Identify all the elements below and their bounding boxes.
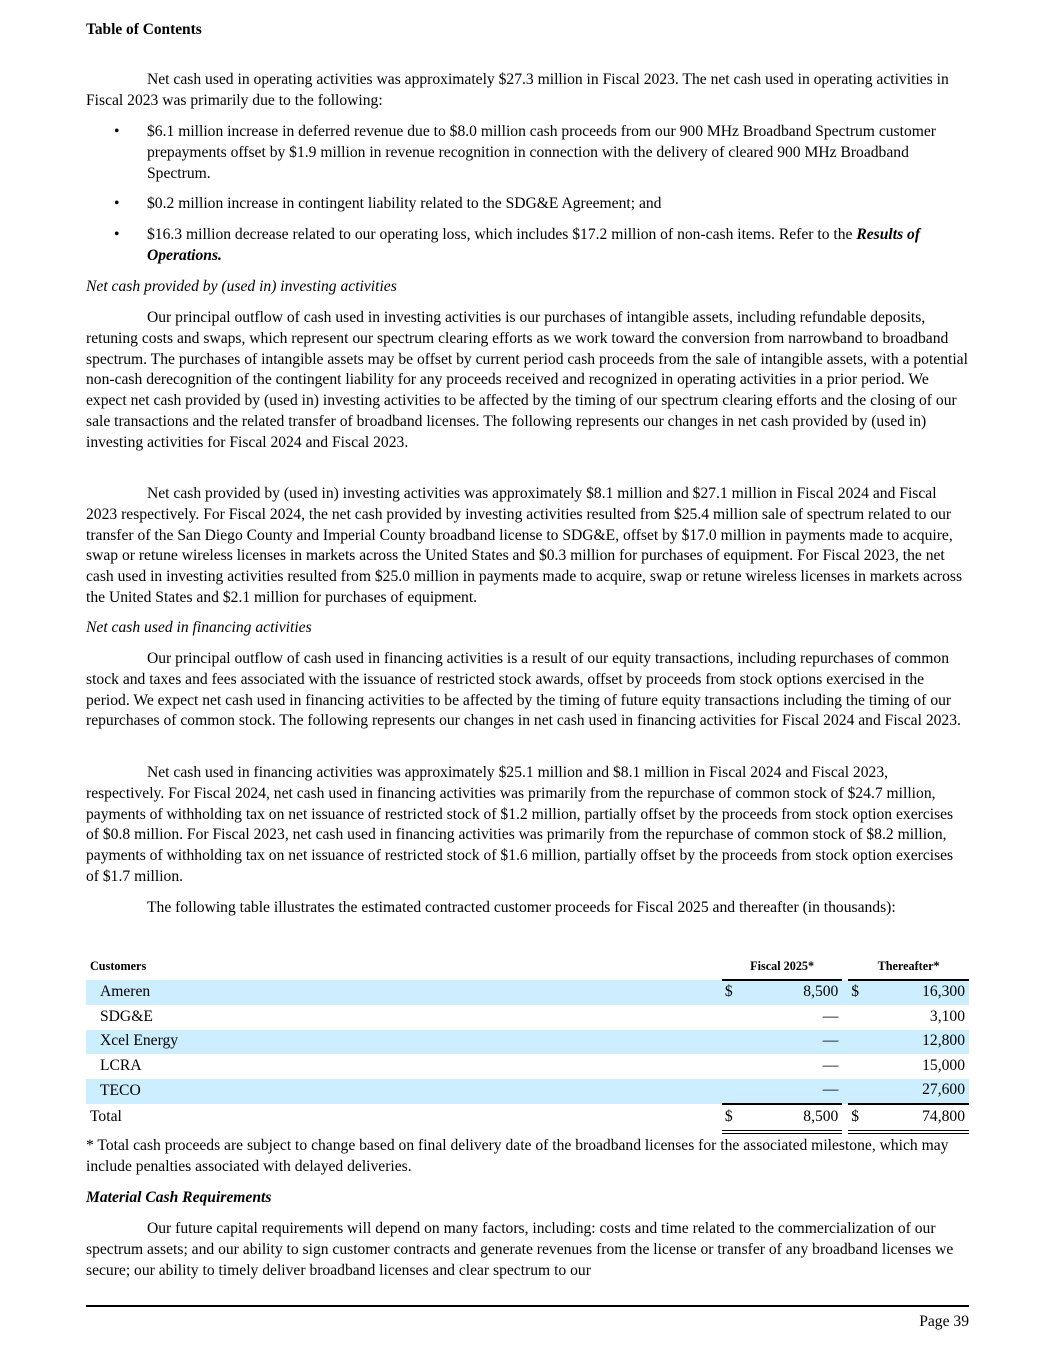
- customer-proceeds-table: [86, 954, 969, 1134]
- table-header-row: [86, 954, 969, 980]
- fiscal-2025-value: —: [822, 1056, 839, 1074]
- bullet-marker: •: [114, 123, 120, 140]
- currency-symbol: [848, 1054, 871, 1079]
- operating-intro-paragraph: Net cash used in operating activities was approximately $27.3 million in Fiscal 2023. The net cash used in operating activities in Fiscal 2023 was primarily due to the following:: [86, 71, 949, 109]
- fiscal-2025-value: 8,500: [745, 980, 843, 1006]
- currency-symbol: $: [848, 980, 871, 1006]
- thereafter-value: 16,300: [871, 980, 969, 1006]
- currency-symbol: [722, 1030, 745, 1055]
- financing-paragraph-1: Our principal outflow of cash used in financing activities is a result of our equity transactions, including repurchases of common stock and taxes and fees associated with the issuance of restricted stock awards, offset by proceeds from stock options exercised in the period. We expect net cash used in financing activities to be affected by the timing of future equity transactions including the timing of our repurchases of common stock. The following represents our changes in net cash used in financing activities for Fiscal 2024 and Fiscal 2023.: [86, 650, 961, 730]
- investing-paragraph-2: Net cash provided by (used in) investing activities was approximately $8.1 million and $27.1 million in Fiscal 2024 and Fiscal 2023 respectively. For Fiscal 2024, the net cash provided by investing activities resulted from $25.4 million sale of spectrum related to our transfer of the San Diego County and Imperial County broadband license to SDG&E, offset by $17.0 million in payments made to acquire, swap or retune wireless licenses in markets across the United States and $0.3 million for purchases of equipment. For Fiscal 2023, the net cash used in investing activities resulted from $25.0 million in payments made to acquire, swap or retune wireless licenses in markets across the United States and $2.1 million for purchases of equipment.: [86, 485, 963, 606]
- customer-name: SDG&E: [100, 1007, 153, 1025]
- customer-name: Xcel Energy: [86, 1030, 722, 1055]
- bullet-text: $0.2 million increase in contingent liability related to the SDG&E Agreement; and: [147, 195, 662, 213]
- total-label: Total: [90, 1108, 122, 1126]
- currency-symbol: [722, 1005, 745, 1030]
- currency-symbol: $: [848, 1104, 871, 1132]
- customer-name: TECO: [86, 1079, 722, 1105]
- bullet-text: $16.3 million decrease related to our operating loss, which includes $17.2 million of non-cash items. Refer to the: [147, 226, 857, 244]
- table-row: [86, 1030, 969, 1055]
- operating-bullet-list: [86, 122, 969, 267]
- fiscal-2025-value: —: [745, 1030, 843, 1055]
- bullet-item: [86, 194, 969, 215]
- table-of-contents-link[interactable]: Table of Contents: [86, 21, 202, 38]
- currency-symbol: $: [722, 980, 745, 1006]
- currency-symbol: [848, 1079, 871, 1105]
- material-cash-paragraph: Our future capital requirements will depend on many factors, including: costs and time related to the commercialization of our spectrum assets; and our ability to sign customer contracts and generate revenues from the license or transfer of any broadband licenses we secure; our ability to timely deliver broadband licenses and clear spectrum to our: [86, 1220, 954, 1279]
- financing-paragraph-2: Net cash used in financing activities was approximately $25.1 million and $8.1 million in Fiscal 2024 and Fiscal 2023, respectively. For Fiscal 2024, net cash used in financing activities was primarily from the repurchase of common stock of $24.7 million, payments of withholding tax on net issuance of restricted stock of $1.2 million, partially offset by the proceeds from stock option exercises of $0.8 million. For Fiscal 2023, net cash used in financing activities was primarily from the repurchase of common stock of $8.2 million, payments of withholding tax on net issuance of restricted stock of $1.6 million, partially offset by the proceeds from stock option exercises of $1.7 million.: [86, 764, 954, 885]
- investing-heading: Net cash provided by (used in) investing activities: [86, 278, 397, 295]
- thereafter-total: 74,800: [871, 1104, 969, 1132]
- currency-symbol: [848, 1005, 871, 1030]
- currency-symbol: [722, 1079, 745, 1105]
- currency-symbol: [848, 1030, 871, 1055]
- currency-symbol: $: [722, 1104, 745, 1132]
- fiscal-2025-value: —: [745, 1079, 843, 1105]
- table-intro-paragraph: The following table illustrates the estimated contracted customer proceeds for Fiscal 2025 and thereafter (in thousands):: [147, 899, 896, 916]
- table-row: [86, 1054, 969, 1079]
- bullet-item: [86, 225, 969, 267]
- table-footnote: * Total cash proceeds are subject to change based on final delivery date of the broadband licenses for the associated milestone, which may include penalties associated with delayed deliveries.: [86, 1137, 949, 1175]
- header-customers: Customers: [90, 959, 147, 974]
- fiscal-2025-value: —: [822, 1007, 839, 1025]
- investing-paragraph-1: Our principal outflow of cash used in investing activities is our purchases of intangible assets, including refundable deposits, retuning costs and swaps, which represent our spectrum clearing efforts as we work toward the conversion from narrowband to broadband spectrum. The purchases of intangible assets may be offset by current period cash proceeds from the sale of intangible assets, with a potential non-cash derecognition of the contingent liability for any proceeds received and recognized in operating activities in a prior period. We expect net cash provided by (used in) investing activities to be affected by the timing of our spectrum clearing efforts and the closing of our sale transactions and the related transfer of broadband licenses. The following represents our changes in net cash provided by (used in) investing activities for Fiscal 2024 and Fiscal 2023.: [86, 309, 968, 451]
- bullet-marker: •: [114, 226, 120, 244]
- financing-heading: Net cash used in financing activities: [86, 619, 312, 636]
- header-thereafter: Thereafter*: [848, 954, 969, 980]
- customer-name: Ameren: [86, 980, 722, 1006]
- header-fiscal-2025: Fiscal 2025*: [722, 954, 842, 980]
- thereafter-value: 27,600: [871, 1079, 969, 1105]
- currency-symbol: [722, 1054, 745, 1079]
- footer-divider: [86, 1305, 969, 1307]
- bullet-item: [86, 122, 969, 184]
- page-number: Page 39: [919, 1313, 969, 1330]
- thereafter-value: 12,800: [871, 1030, 969, 1055]
- table-row: [86, 1079, 969, 1105]
- thereafter-value: 3,100: [929, 1007, 965, 1025]
- bullet-marker: •: [114, 195, 120, 213]
- table-row: [86, 1005, 969, 1030]
- table-total-row: [86, 1104, 969, 1132]
- results-of-operations-reference: Results of Operations.: [147, 226, 921, 264]
- table-row: [86, 980, 969, 1006]
- fiscal-2025-total: 8,500: [745, 1104, 843, 1132]
- thereafter-value: 15,000: [922, 1056, 965, 1074]
- bullet-text: $6.1 million increase in deferred revenue due to $8.0 million cash proceeds from our 900 MHz Broadband Spectrum customer prepayments offset by $1.9 million in revenue recognition in connection with the delivery of cleared 900 MHz Broadband Spectrum.: [147, 123, 936, 182]
- customer-name: LCRA: [100, 1056, 142, 1074]
- material-cash-heading: Material Cash Requirements: [86, 1189, 272, 1206]
